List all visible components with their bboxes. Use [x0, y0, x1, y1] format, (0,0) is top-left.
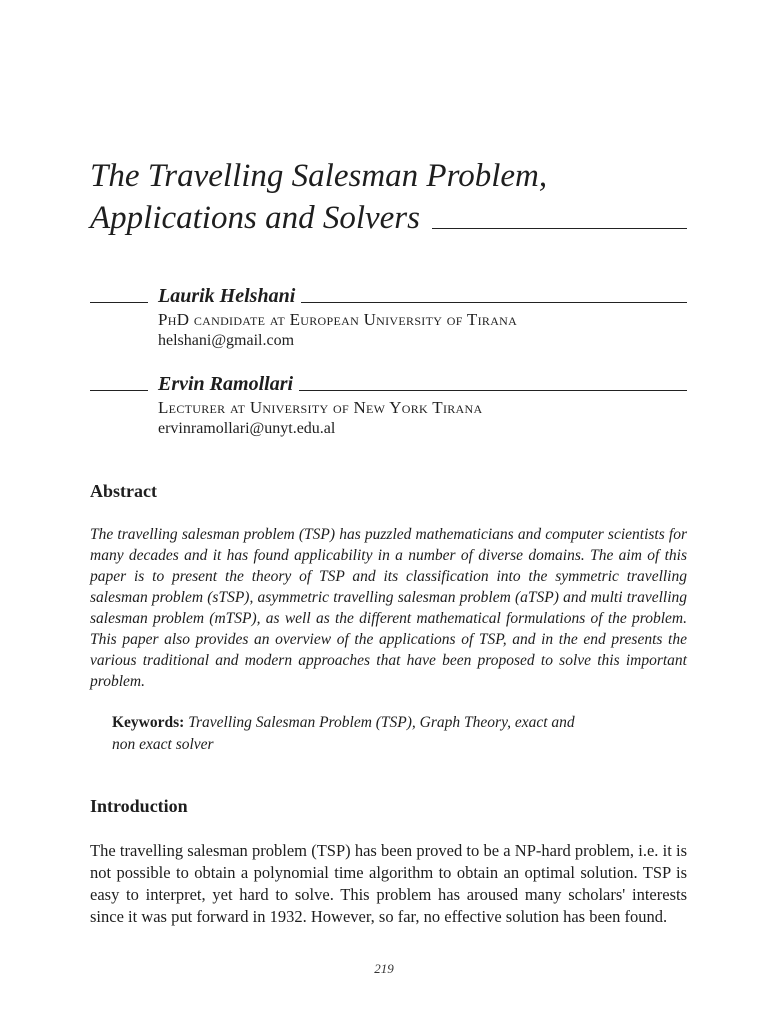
keywords-value: Travelling Salesman Problem (TSP), Graph Theory, exact and non exact solver — [112, 714, 575, 753]
author-block-1 — [90, 284, 687, 351]
title-line-2-row — [90, 197, 690, 239]
author-trail-rule — [301, 302, 687, 303]
author-lead-rule — [90, 302, 148, 303]
author-name: Ervin Ramollari — [158, 373, 294, 395]
abstract-heading: Abstract — [90, 481, 157, 501]
author-name-row — [90, 372, 687, 396]
author-trail-rule — [299, 390, 687, 391]
introduction-heading: Introduction — [90, 796, 188, 816]
title-line-1: The Travelling Salesman Problem, — [90, 158, 548, 194]
author-affiliation: PhD candidate at European University of Tirana — [158, 310, 518, 329]
author-email: ervinramollari@unyt.edu.al — [158, 420, 336, 437]
author-email: helshani@gmail.com — [158, 332, 295, 349]
author-affiliation: Lecturer at University of New York Tirana — [158, 398, 483, 417]
author-lead-rule — [90, 390, 148, 391]
title-line-2: Applications and Solvers — [90, 200, 420, 236]
author-block-2 — [90, 372, 687, 439]
introduction-text: The travelling salesman problem (TSP) has been proved to be a NP-hard problem, i.e. it is not possible to obtain a polynomial time algorithm to obtain an optimal solution. TSP is easy to interpret, yet hard to solve. This problem has aroused many scholars' interests since it was put forward in 1932. However, so far, no effective solution has been found. — [90, 841, 687, 926]
page-number: 219 — [374, 961, 394, 976]
author-name: Laurik Helshani — [158, 285, 296, 307]
title-rule — [432, 228, 687, 229]
author-name-row — [90, 284, 687, 308]
keywords — [112, 712, 582, 756]
abstract-text: The travelling salesman problem (TSP) has puzzled mathematicians and computer scientists for many decades and it has found applicability in a number of diverse domains. The aim of this paper is to present the theory of TSP and its classification into the symmetric travelling salesman problem (sTSP), asymmetric travelling salesman problem (aTSP) and multi travelling salesman problem (mTSP), as well as the different mathematical formulations of the problem. This paper also provides an overview of the applications of TSP, and in the end presents the various traditional and modern approaches that have been proposed to solve this important problem. — [90, 526, 687, 690]
paper-title — [90, 155, 690, 239]
keywords-label: Keywords: — [112, 714, 185, 731]
